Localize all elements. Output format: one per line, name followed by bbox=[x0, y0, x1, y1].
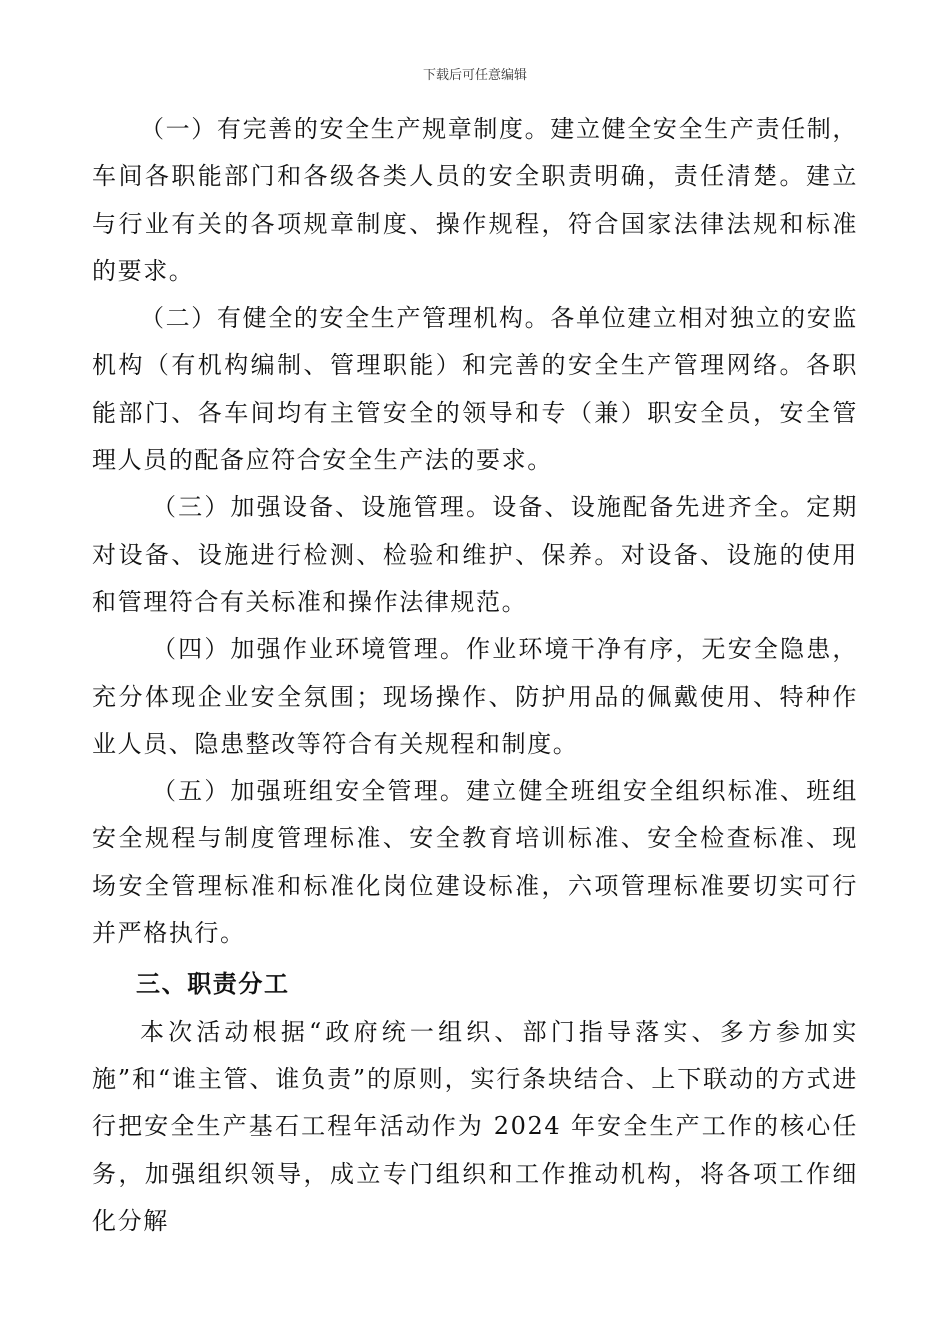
paragraph-2: （二）有健全的安全生产管理机构。各单位建立相对独立的安监机构（有机构编制、管理职能）和完善的安全生产管理网络。各职能部门、各车间均有主管安全的领导和专（兼）职安全员，安全管理人员的配备应符合安全生产法的要求。 bbox=[92, 304, 858, 475]
page-header-note: 下载后可任意编辑 bbox=[422, 68, 527, 83]
paragraph-3: （三）加强设备、设施管理。设备、设施配备先进齐全。定期对设备、设施进行检测、检验和维护、保养。对设备、设施的使用和管理符合有关标准和操作法律规范。 bbox=[92, 493, 858, 616]
section-heading: 三、职责分工 bbox=[136, 970, 290, 999]
document-body bbox=[92, 106, 858, 1245]
paragraph-5: （五）加强班组安全管理。建立健全班组安全组织标准、班组安全规程与制度管理标准、安全教育培训标准、安全检查标准、现场安全管理标准和标准化岗位建设标准，六项管理标准要切实可行并严格执行。 bbox=[92, 777, 858, 948]
section-paragraph: 本次活动根据“政府统一组织、部门指导落实、多方参加实施”和“谁主管、谁负责”的原则，实行条块结合、上下联动的方式进行把安全生产基石工程年活动作为 2024 年安全生产工作的核心任务，加强组织领导，成立专门组织和工作推动机构，将各项工作细化分解 bbox=[92, 1017, 858, 1235]
paragraph-1: （一）有完善的安全生产规章制度。建立健全安全生产责任制，车间各职能部门和各级各类人员的安全职责明确，责任清楚。建立与行业有关的各项规章制度、操作规程，符合国家法律法规和标准的要求。 bbox=[92, 115, 858, 285]
paragraph-4: （四）加强作业环境管理。作业环境干净有序，无安全隐患，充分体现企业安全氛围；现场操作、防护用品的佩戴使用、特种作业人员、隐患整改等符合有关规程和制度。 bbox=[92, 635, 858, 758]
